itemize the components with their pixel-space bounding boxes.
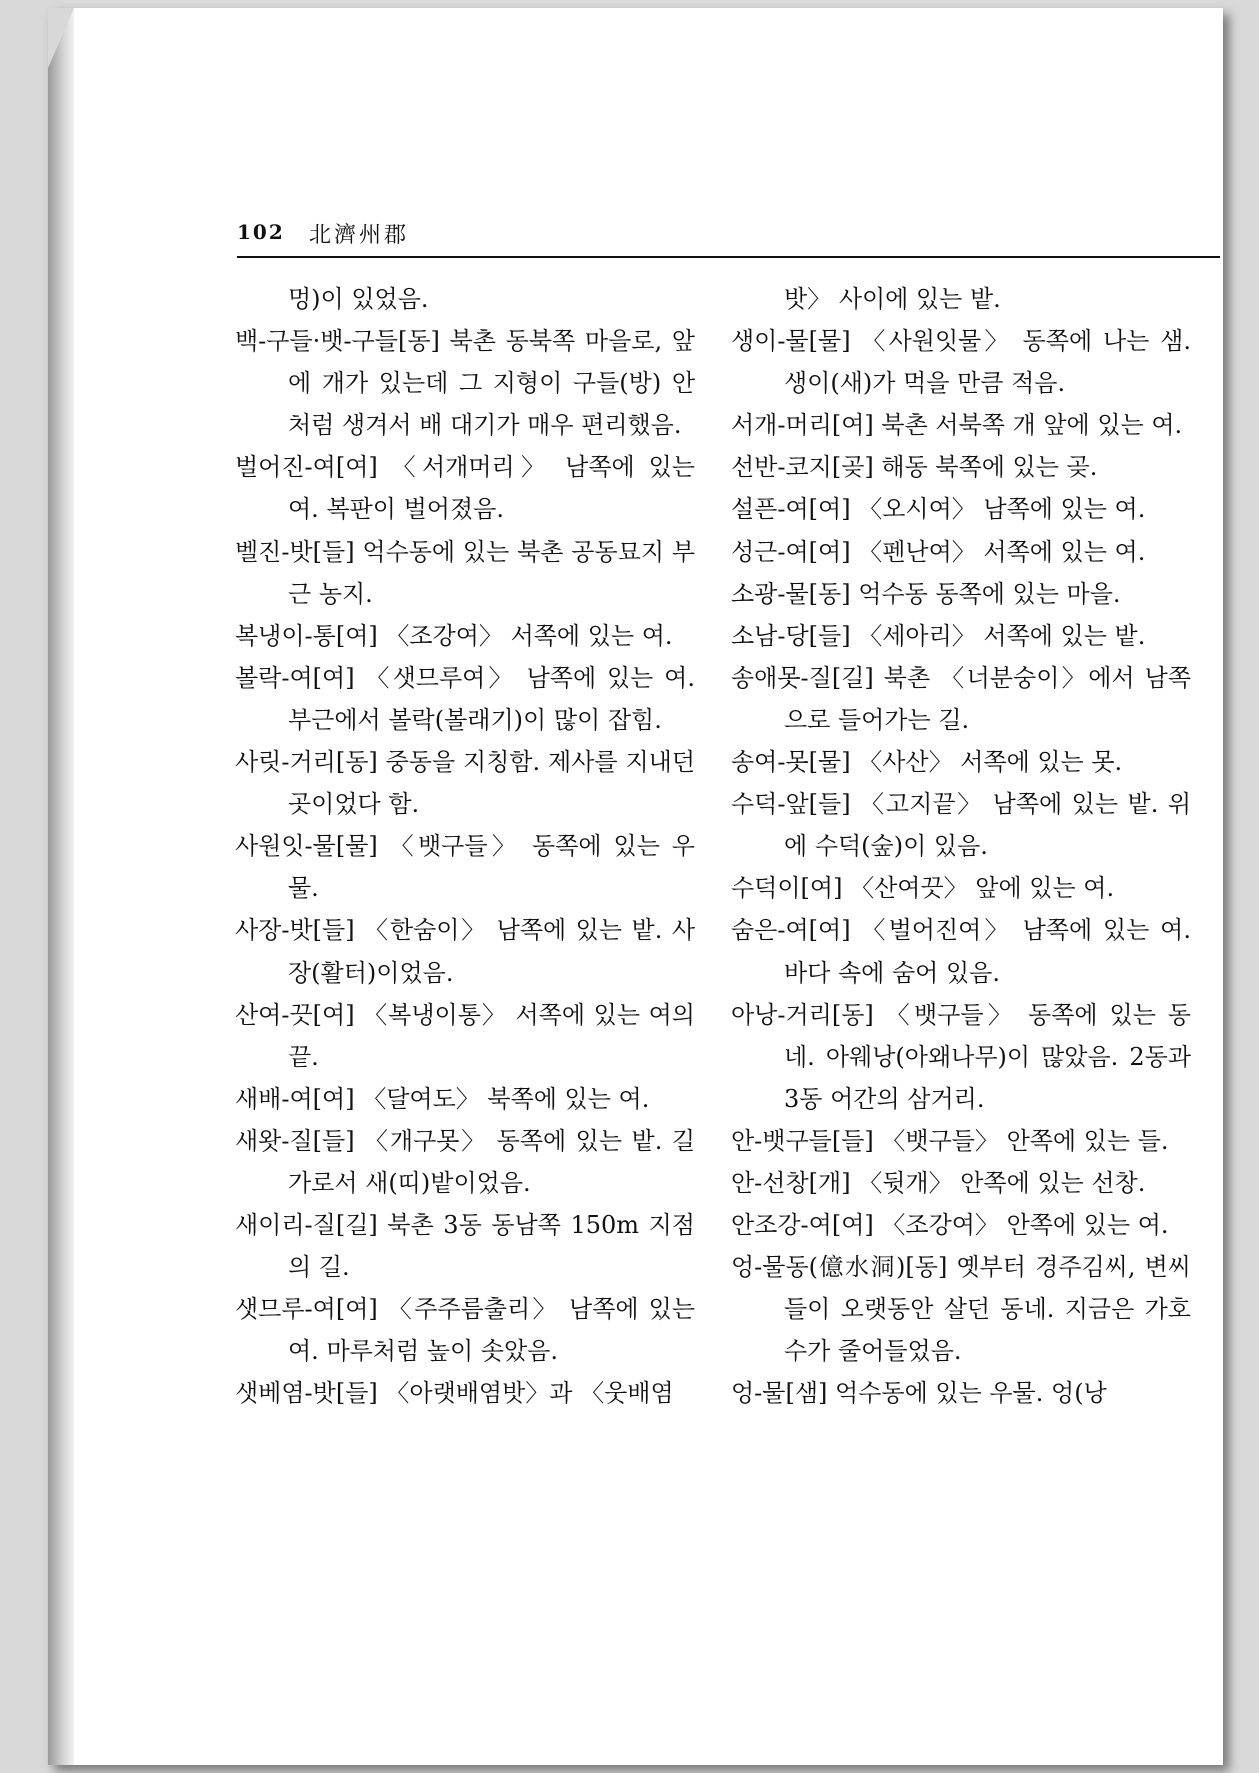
running-title: 北濟州郡 xyxy=(309,223,410,248)
entry: 소광-물[동] 억수동 동쪽에 있는 마을. xyxy=(731,579,1121,608)
right-column xyxy=(731,278,1191,1415)
entry: 새배-여[여] 〈달여도〉 북쪽에 있는 여. xyxy=(235,1084,650,1113)
entry: 엉-물동(億水洞)[동] 옛부터 경주김씨, 변씨들이 오랫동안 살던 동네. 지금은 가호 수가 줄어들었음. xyxy=(731,1253,1191,1366)
entry: 선반-코지[곶] 해동 북쪽에 있는 곶. xyxy=(731,453,1098,482)
page-spine-corner xyxy=(48,8,74,68)
page-spine xyxy=(48,8,74,1765)
left-column xyxy=(235,278,695,1415)
entry: 안조강-여[여] 〈조강여〉 안쪽에 있는 여. xyxy=(731,1211,1169,1240)
entry: 안-뱃구들[들] 〈뱃구들〉 안쪽에 있는 들. xyxy=(731,1126,1169,1155)
entry: 숨은-여[여] 〈벌어진여〉 남쪽에 있는 여. 바다 속에 숨어 있음. xyxy=(731,916,1191,987)
entry: 수덕이[여] 〈산여끗〉 앞에 있는 여. xyxy=(731,874,1115,903)
entry: 새왓-질[들] 〈개구못〉 동쪽에 있는 밭. 길가로서 새(띠)밭이었음. xyxy=(235,1126,695,1197)
entry: 송애못-질[길] 북촌 〈너분숭이〉에서 남쪽으로 들어가는 길. xyxy=(731,663,1191,734)
entry: 성근-여[여] 〈펜난여〉 서쪽에 있는 여. xyxy=(731,537,1146,566)
book-page xyxy=(48,8,1223,1765)
entry: 수덕-앞[들] 〈고지끝〉 남쪽에 있는 밭. 위에 수덕(숲)이 있음. xyxy=(731,790,1191,861)
entry: 설픈-여[여] 〈오시여〉 남쪽에 있는 여. xyxy=(731,495,1146,524)
entry: 백-구들·뱃-구들[동] 북촌 동북쪽 마을로, 앞에 개가 있는데 그 지형이 구들(방) 안처럼 생겨서 배 대기가 매우 편리했음. xyxy=(235,327,695,440)
page-number: 102 xyxy=(237,220,285,244)
entry: 볼락-여[여] 〈샛므루여〉 남쪽에 있는 여. 부근에서 볼락(볼래기)이 많이 잡힘. xyxy=(235,663,695,734)
entry: 복냉이-통[여] 〈조강여〉 서쪽에 있는 여. xyxy=(235,621,673,650)
entry: 송여-못[물] 〈사산〉 서쪽에 있는 못. xyxy=(731,748,1123,777)
entry: 사원잇-물[물] 〈뱃구들〉 동쪽에 있는 우물. xyxy=(235,832,695,903)
entry: 샛므루-여[여] 〈주주름출리〉 남쪽에 있는 여. 마루처럼 높이 솟았음. xyxy=(235,1295,695,1366)
entry: 아낭-거리[동] 〈뱃구들〉 동쪽에 있는 동네. 아웨낭(아왜나무)이 많았음. 2동과 3동 어간의 삼거리. xyxy=(731,1000,1191,1113)
entry: 밧〉 사이에 있는 밭. xyxy=(784,285,1001,313)
entry: 생이-물[물] 〈사원잇물〉 동쪽에 나는 샘. 생이(새)가 먹을 만큼 적음. xyxy=(731,327,1191,398)
entry: 사릿-거리[동] 중동을 지칭함. 제사를 지내던 곳이었다 함. xyxy=(235,748,695,819)
entry: 안-선창[개] 〈뒷개〉 안쪽에 있는 선창. xyxy=(731,1168,1146,1197)
entry: 서개-머리[여] 북촌 서북쪽 개 앞에 있는 여. xyxy=(731,411,1183,440)
entry: 새이리-질[길] 북촌 3동 동남쪽 150m 지점의 길. xyxy=(235,1211,695,1282)
entry: 사장-밧[들] 〈한숨이〉 남쪽에 있는 밭. 사장(활터)이었음. xyxy=(235,916,695,987)
entry: 벌어진-여[여] 〈서개머리〉 남쪽에 있는 여. 복판이 벌어졌음. xyxy=(235,453,695,524)
entry: 엉-물[샘] 억수동에 있는 우물. 엉(낭 xyxy=(731,1379,1107,1408)
entry: 멍)이 있었음. xyxy=(288,285,429,313)
entry: 소남-당[들] 〈세아리〉 서쪽에 있는 밭. xyxy=(731,621,1146,650)
entry: 샛베염-밧[들] 〈아랫배염밧〉과 〈웃배염 xyxy=(235,1379,674,1408)
entry: 벨진-밧[들] 억수동에 있는 북촌 공동묘지 부근 농지. xyxy=(235,537,695,608)
entry: 산여-끗[여] 〈복냉이통〉 서쪽에 있는 여의 끝. xyxy=(235,1000,695,1071)
page-header xyxy=(237,214,1220,258)
